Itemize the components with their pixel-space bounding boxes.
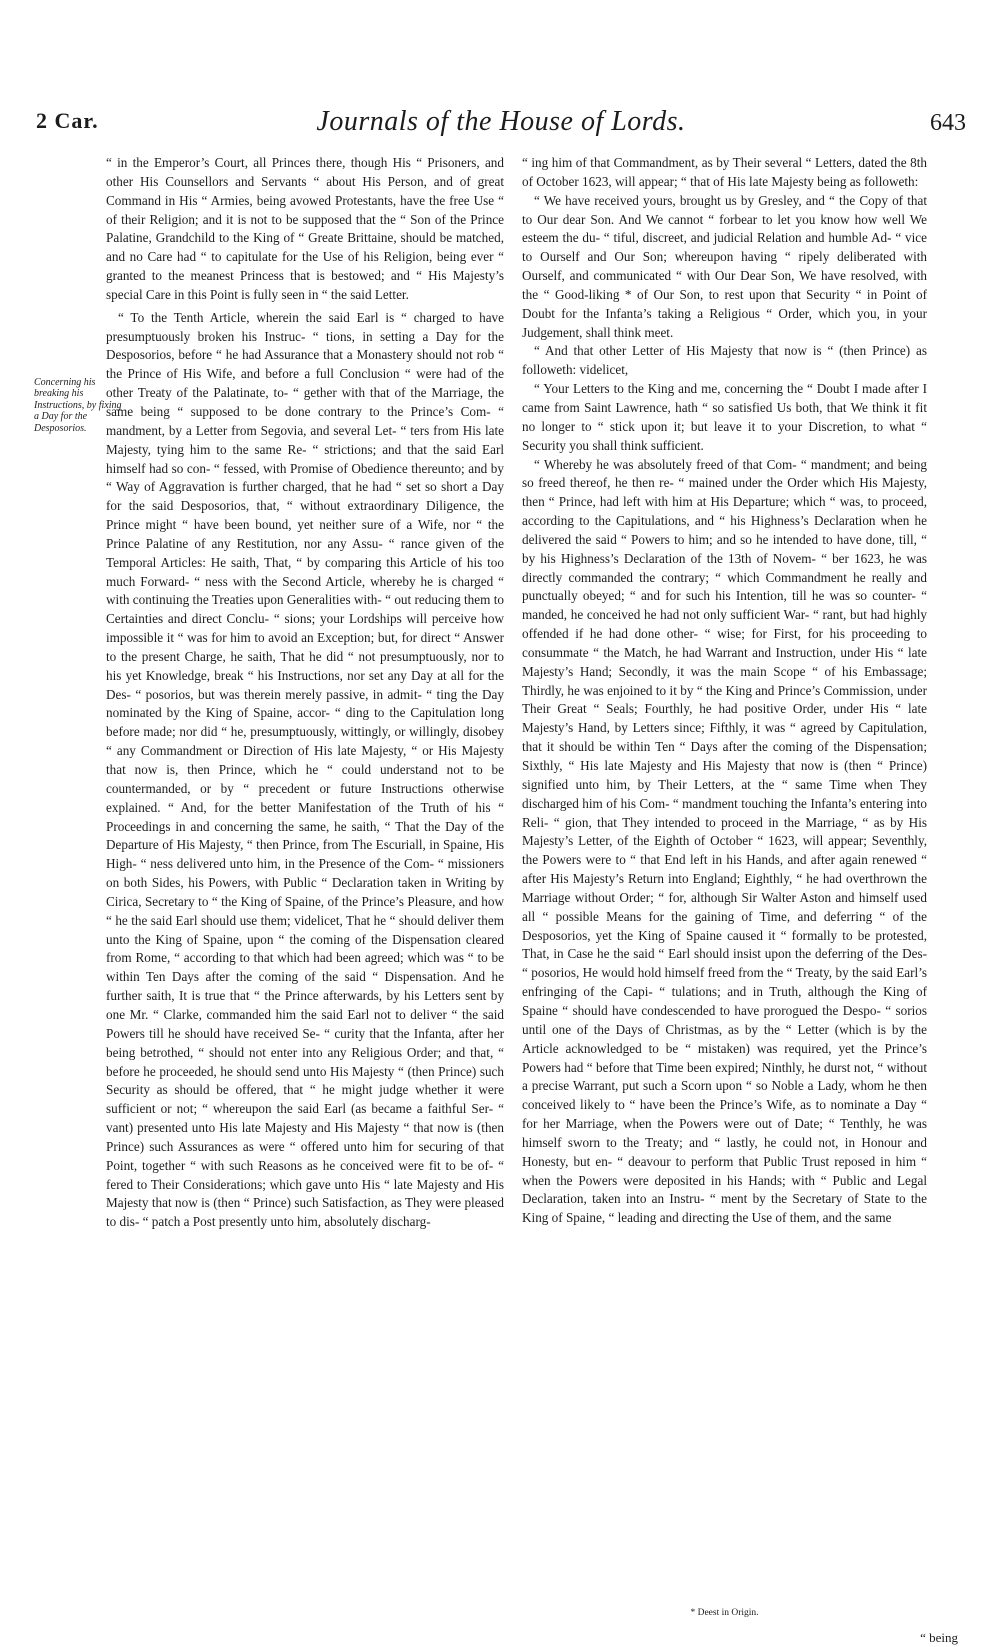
paragraph: “ We have received yours, brought us by Gresley, and “ the Copy of that to Our dear Son. And We cannot “ forbear to let you know how well We esteem the du- “ tiful, discreet, and judicial Relation and humble Ad- “ vice to Ourself and Our Son; whereupon having “ ripely deliberated with Ourself, and communicated “ with Our Dear Son, We have resolved, with the “ Good-liking * of Our Son, to rest upon that Security “ in Point of Doubt for the Infanta’s taking a Religious “ Order, which you, in your Judgement, shall think meet. bbox=[522, 192, 927, 340]
paragraph: “ Whereby he was absolutely freed of that Com- “ mandment; and being so freed thereof, he then re- “ mained under the Order which His Majesty, then “ Prince, had left with him at His Departure; which “ was, to proceed, according to the Capitulations, and “ his Highness’s Declaration when he delivered the said “ Powers to him; and so he intended to have done, till, “ by his Highness’s Declaration of the 13th of Novem- “ ber 1623, he was directly commanded the contrary; “ which Commandment he really and punctually obeyed; “ and for such his Intention, till he was so counter- “ manded, he conceived he had not only sufficient War- “ rant, but had highly offended if he had done other- “ wise; for First, for his proceeding to consummate “ the Match, he had Warrant and Instruction, under His “ late Majesty’s Hand; Secondly, it was the main Scope “ of his Embassage; Thirdly, he was enjoined to it by “ the King and Prince’s Commission, under Their Great “ Seals; Fourthly, he had positive Order, under His “ late Majesty’s Hand, by Letters since; Fifthly, it was “ agreed by Capitulation, that it should be within Ten “ Days after the coming of the Dispensation; Sixthly, “ His late Majesty and His Majesty that now is (then “ Prince) signified unto him, by Their Letters, at the “ same Time when They discharged him of his Com- “ mandment touching the Infanta’s entering into Reli- “ gion, that They intended to proceed in the Marriage, “ as by His Majesty’s Letter, of the Eighth of October “ 1623, will appear; Seventhly, the Powers were to “ that End left in his Hands, and after again renewed “ after His Majesty’s Return into England; Eighthly, “ he had overthrown the Marriage without Order; “ for, although Sir Walter Aston and himself used all “ possible Means for the gaining of Time, and deferring “ of the Desposorios, yet the King of Spaine caused it “ formally to be protested, That, in Case he the said “ Earl should insist upon the deferring of the Des- “ posorios, He would hold himself freed from the “ Treaty, by the said Earl’s enfringing of the Capi- “ tulations; and in Truth, although the King of Spaine “ should have condescended to have prorogued the Despo- “ sorios until one of the Days of Christmas, as by the “ Letter (which is by the Article acknowledged to be “ mistaken) was required, yet the Prince’s Powers had “ before that Time been expired; Ninthly, he durst not, “ without a precise Warrant, put such a Scorn upon “ so Noble a Lady, whom he then conceived likely to “ have been the Prince’s Wife, as to nominate a Day “ for her Marriage, when the Powers were out of Date; “ Tenthly, he was himself sworn to the Treaty; and “ lastly, he could not, in Honour and Honesty, but en- “ deavour to perform that Public Trust reposed in him “ when the Powers were deposited in his Hands; with “ Public and Legal Declaration, taken into an Instru- “ ment by the Secretary of State to the King of Spaine, “ leading and directing the Use of them, and the same bbox=[522, 456, 927, 1226]
paragraph: “ in the Emperor’s Court, all Princes there, though His “ Prisoners, and other His Counsellors and Servants “ about His Person, and of great Command in His “ Armies, being avowed Protestants, have the free Use “ of their Religion; and it is not to be supposed that the “ Son of the Prince Palatine, Grandchild to the King of “ Greate Brittaine, should be matched, and no Care had “ to capitulate for the Use of his Religion, being ever “ granted to the meanest Princess that is bestowed; and “ His Majesty’s special Care in this Point is fully seen in “ the said Letter. bbox=[106, 155, 504, 302]
marginal-note: Concerning his breaking his Instructions, by fixing a Day for the Desposorios. bbox=[34, 377, 122, 434]
catchword: “ being bbox=[920, 1630, 958, 1645]
paragraph: “ And that other Letter of His Majesty that now is “ (then Prince) as followeth: videlicet, bbox=[522, 343, 927, 378]
paragraph: “ ing him of that Commandment, as by Their several “ Letters, dated the 8th of October 1623, will appear; “ that of His late Majesty being as followeth: bbox=[522, 155, 927, 189]
paragraph: “ Your Letters to the King and me, concerning the “ Doubt I made after I came from Saint Lawrence, hath “ so satisfied Us both, that We think it fit no longer to “ stick upon it; but leave it to your Discretion, to what “ Security you shall think sufficient. bbox=[522, 381, 927, 453]
regnal-year: 2 Car. bbox=[36, 108, 99, 133]
paragraph: “ To the Tenth Article, wherein the said Earl is “ charged to have presumptuously broken his Instruc- “ tions, in setting a Day for the Desposorios, before “ he had Assurance that a Monastery should not rob “ the Prince of His Wife, and before a full Conclusion “ were had of the other Treaty of the Palatinate, to- “ gether with that of the Marriage, the same being “ supposed to be done contrary to the Prince’s Com- “ mandment, by a Letter from Segovia, and several Let- “ ters from His late Majesty, tying him to the same Re- “ strictions; and that the said Earl himself had so con- “ fessed, with Promise of Obedience thereunto; and by “ Way of Aggravation is further charged, that he had “ set so short a Day for the said Desposorios, that, “ without extraordinary Diligence, the Prince might “ have been bound, yet neither sure of a Wife, nor “ the Prince Palatine of any Restitution, nor any Assu- “ rance given of the Temporal Articles: He saith, That, “ by comparing this Article of his too much Forward- “ ness with the Second Article, whereby he is charged “ with continuing the Treaties upon Generalities with- “ out reducing them to Certainties and direct Conclu- “ sions; your Lordships will perceive how impossible it “ was for him to avoid an Exception; but, for direct “ Answer to the present Charge, he saith, That he did “ not presumptuously, nor to his yet Knowledge, break “ his Instructions, nor set any Day at all for the Des- “ posorios, but was therein merely passive, in admit- “ ting the Day nominated by the King of Spaine, accor- “ ding to the Capitulation long before made; nor did “ he, presumptuously, wittingly, or willingly, disobey “ any Commandment or Direction of His late Majesty, “ or His Majesty that now is, then Prince, which he “ could understand not to be countermanded, or by “ precedent or future Instructions otherwise explained. “ And, for the better Manifestation of the Truth of his “ Proceedings in and concerning the same, he saith, “ That the Day of the Departure of His Majesty, “ then Prince, from The Escuriall, in Spaine, His High- “ ness delivered unto him, in the Presence of the Com- “ missioners on both Sides, his Powers, with Public “ Declaration taken in Writing by Cirica, Secretary to “ the King of Spaine, of the Prince’s Pleasure, and how “ he the said Earl should use them; videlicet, That he “ should deliver them unto the King of Spaine, upon “ the coming of the Dispensation cleared from Rome, “ according to that which had been agreed; which was “ to be within Ten Days after the coming of the said “ Dispensation. And he further saith, It is true that “ the Prince afterwards, by his Letters sent by one Mr. “ Clarke, commanded him the said Earl not to deliver “ the said Powers till he should have received Se- “ curity that the Infanta, after her being betrothed, “ should not enter into any Religious Order; and that, “ before he proceeded, he should send unto His Majesty “ (then Prince) such Security as should be offered, that “ he might judge whether it were sufficient or not; “ whereupon the said Earl (as became a faithful Ser- “ vant) presented unto His late Majesty and His Majesty “ that now is (then Prince) such Assurances as were “ offered unto him for securing of that Point, together “ with such Reasons as he conceived were fit to be of- “ fered to Their Considerations; which gave unto His “ late Majesty and His Majesty that now is (then “ Prince) such Satisfaction, as They were pleased to dis- “ patch a Post presently unto him, absolutely discharg- bbox=[106, 309, 504, 1230]
footnote: * Deest in Origin. bbox=[690, 1608, 759, 1618]
page-number: 643 bbox=[930, 110, 966, 136]
left-column bbox=[106, 154, 504, 1594]
right-column bbox=[522, 154, 927, 1594]
running-head bbox=[36, 106, 966, 146]
journal-title: Journals of the House of Lords. bbox=[316, 106, 686, 137]
